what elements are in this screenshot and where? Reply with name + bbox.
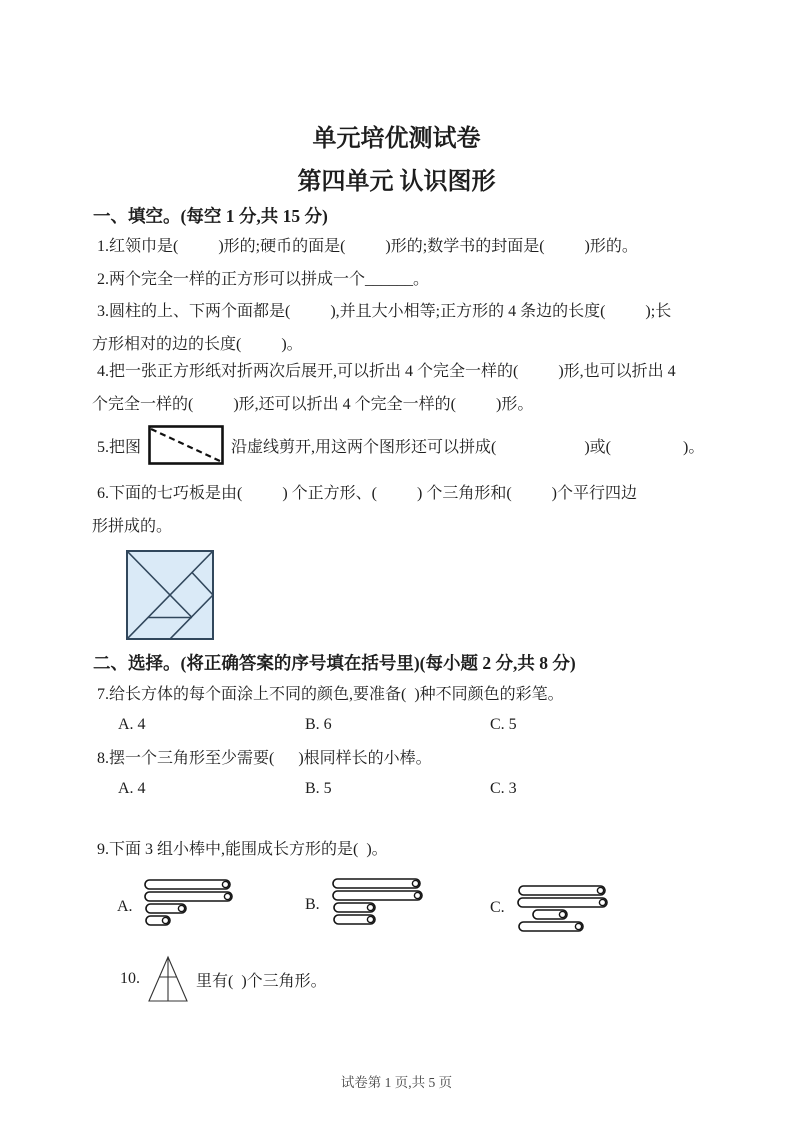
section1-heading: 一、填空。(每空 1 分,共 15 分) — [93, 206, 328, 226]
rectangle-dashed-diagonal-figure — [148, 425, 224, 465]
stick-group-a-figure — [143, 876, 235, 928]
question-5-prefix: 5.把图 — [97, 438, 142, 456]
page-title: 单元培优测试卷 — [312, 126, 481, 152]
question-10-suffix: 里有( )个三角形。 — [196, 972, 327, 990]
question-10-prefix: 10. — [120, 970, 140, 987]
stick-group-c-figure — [516, 882, 610, 934]
question-8: 8.摆一个三角形至少需要( )根同样长的小棒。 — [97, 750, 432, 767]
question-3-line2: 方形相对的边的长度( )。 — [92, 336, 303, 353]
question-4-line1: 4.把一张正方形纸对折两次后展开,可以折出 4 个完全一样的( )形,也可以折出 4 — [97, 363, 676, 380]
question-6-line2: 形拼成的。 — [92, 518, 173, 535]
stick-group-c-label: C. — [490, 899, 505, 916]
option-a: A. 4 — [118, 716, 146, 733]
question-2: 2.两个完全一样的正方形可以拼成一个______。 — [97, 271, 430, 288]
stick-group-a-label: A. — [117, 898, 133, 915]
page-footer: 试卷第 1 页,共 5 页 — [340, 1075, 453, 1090]
question-6-line1: 6.下面的七巧板是由( ) 个正方形、( ) 个三角形和( )个平行四边 — [97, 485, 637, 502]
triangle-figure — [147, 955, 189, 1003]
section2-heading: 二、选择。(将正确答案的序号填在括号里)(每小题 2 分,共 8 分) — [93, 653, 576, 673]
question-10 — [120, 953, 327, 1005]
stick-group-b-label: B. — [305, 896, 320, 913]
stick-group-b-figure — [331, 875, 425, 927]
question-7: 7.给长方体的每个面涂上不同的颜色,要准备( )种不同颜色的彩笔。 — [97, 686, 564, 703]
option-b: B. 5 — [305, 780, 332, 797]
tangram-figure — [126, 550, 214, 640]
question-5-suffix: 沿虚线剪开,用这两个图形还可以拼成( )或( )。 — [231, 438, 705, 456]
option-c: C. 5 — [490, 716, 517, 733]
option-b: B. 6 — [305, 716, 332, 733]
question-1: 1.红领巾是( )形的;硬币的面是( )形的;数学书的封面是( )形的。 — [97, 238, 638, 255]
question-5 — [97, 424, 704, 466]
option-c: C. 3 — [490, 780, 517, 797]
question-3-line1: 3.圆柱的上、下两个面都是( ),并且大小相等;正方形的 4 条边的长度( );长 — [97, 303, 672, 320]
question-4-line2: 个完全一样的( )形,还可以折出 4 个完全一样的( )形。 — [92, 396, 534, 413]
option-a: A. 4 — [118, 780, 146, 797]
page-subtitle: 第四单元 认识图形 — [297, 169, 496, 195]
question-9: 9.下面 3 组小棒中,能围成长方形的是( )。 — [97, 841, 388, 858]
